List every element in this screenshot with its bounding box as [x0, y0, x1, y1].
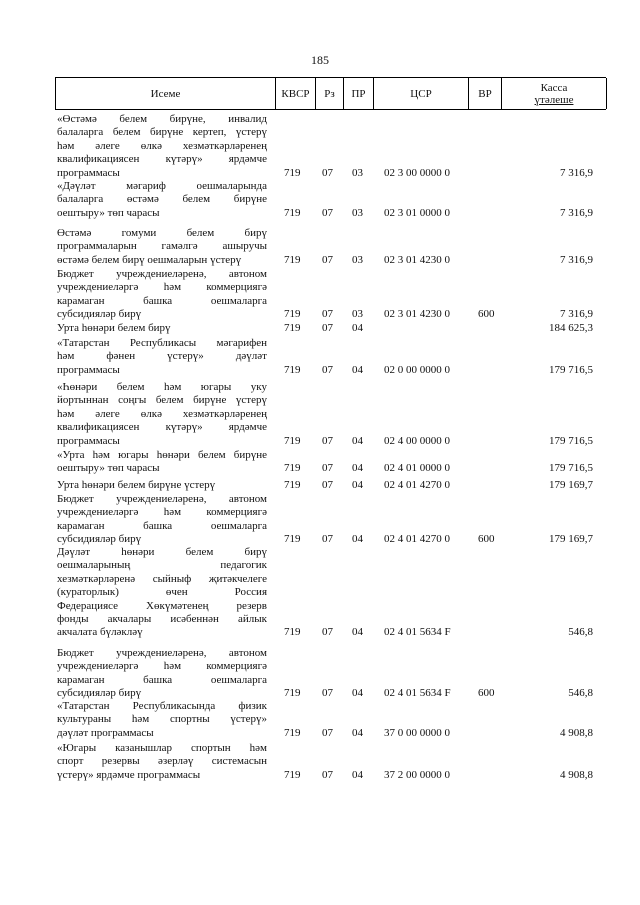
row-name-line: субсидияләр бирү: [57, 533, 142, 546]
cell-sum: 7 316,9: [560, 206, 593, 219]
row-name-line: йортыннан соңгы белем бирүне үстерү: [57, 394, 267, 407]
cell-csr: 02 4 01 0000 0: [384, 462, 450, 475]
row-name-line: квалификациясен күтәрү» ярдәмче: [57, 421, 267, 434]
row-name-line: оештыру» төп чарасы: [57, 462, 160, 475]
row-name-line: өстәмә белем бирү оешмаларын үстерү: [57, 253, 242, 266]
cell-csr: 37 2 00 0000 0: [384, 768, 450, 781]
row-name: [57, 268, 267, 322]
cell-csr: 02 3 00 0000 0: [384, 166, 450, 179]
row-name-line: һәм әлеге өлкә хезмәткәрләренең: [57, 139, 267, 152]
row-name-line: Урта һөнәри белем бирүне үстерү: [57, 479, 216, 491]
cell-pr: 03: [352, 308, 363, 321]
row-name-line: программасы: [57, 434, 120, 447]
cell-rz: 07: [322, 322, 333, 334]
cell-sum: 7 316,9: [560, 166, 593, 179]
cell-sum: 179 716,5: [549, 363, 593, 376]
row-name-line: учреждениеләргә һәм коммерциягә: [57, 281, 267, 294]
cell-csr: 02 3 01 4230 0: [384, 308, 450, 321]
cell-kvsr: 719: [284, 726, 301, 739]
cell-sum: 179 169,7: [549, 479, 593, 491]
cell-csr: 02 4 01 5634 F: [384, 687, 451, 700]
row-name-line: «Һөнәри белем һәм югары уку: [57, 381, 267, 393]
cell-sum: 4 908,8: [560, 768, 593, 781]
header-kassa: Касса үтәлеше: [502, 78, 607, 109]
cell-pr: 03: [352, 206, 363, 219]
row-name-line: культураны һәм спортны үстерү»: [57, 713, 267, 726]
row-name: [57, 337, 267, 377]
row-name-line: балаларга белем бирүне кертеп, үстерү: [57, 126, 267, 139]
cell-rz: 07: [322, 726, 333, 739]
header-kvsr: КВСР: [276, 78, 316, 109]
row-name-line: «Өстәмә белем бирүне, инвалид: [57, 113, 267, 125]
cell-csr: 02 4 01 5634 F: [384, 626, 451, 639]
row-name-line: карамаган башка оешмаларга: [57, 519, 267, 532]
row-name-line: субсидияләр бирү: [57, 687, 142, 700]
row-name: [57, 113, 267, 180]
cell-rz: 07: [322, 687, 333, 700]
row-name-line: Бюджет учреждениеләренә, автоном: [57, 268, 267, 280]
cell-kvsr: 719: [284, 626, 301, 639]
header-csr: ЦСР: [374, 78, 469, 109]
row-name-line: карамаган башка оешмаларга: [57, 294, 267, 307]
row-name-line: «Татарстан Республикасында физик: [57, 700, 267, 712]
row-name: [57, 381, 267, 448]
cell-pr: 04: [352, 363, 363, 376]
row-name-line: «Урта һәм югары һөнәри белем бирүне: [57, 449, 267, 461]
row-name: [57, 479, 267, 492]
row-name-line: һәм фәнен үстерү» дәүләт: [57, 350, 267, 363]
row-name-line: программаларын гамәлгә ашыручы: [57, 240, 267, 253]
table-header: [55, 77, 606, 110]
cell-kvsr: 719: [284, 253, 301, 266]
cell-csr: 02 3 01 0000 0: [384, 206, 450, 219]
cell-csr: 37 0 00 0000 0: [384, 726, 450, 739]
row-name-line: (кураторлык) өчен Россия: [57, 586, 267, 599]
row-name-line: дәүләт программасы: [57, 726, 154, 739]
cell-kvsr: 719: [284, 768, 301, 781]
row-name-line: спорт резервы әзерләү системасын: [57, 755, 267, 768]
page-number: 185: [311, 53, 329, 67]
cell-sum: 546,8: [568, 687, 593, 700]
row-name-line: акчалата бүләкләү: [57, 626, 143, 639]
row-name: [57, 546, 267, 640]
cell-rz: 07: [322, 434, 333, 447]
row-name-line: программасы: [57, 363, 120, 376]
row-name: [57, 700, 267, 740]
cell-vr: 600: [478, 687, 495, 700]
cell-pr: 04: [352, 479, 363, 491]
row-name: [57, 322, 267, 335]
row-name-line: үстерү» ярдәмче программасы: [57, 768, 201, 781]
row-name-line: карамаган башка оешмаларга: [57, 673, 267, 686]
row-name-line: «Татарстан Республикасы мәгарифен: [57, 337, 267, 349]
row-name-line: субсидияләр бирү: [57, 308, 142, 321]
row-name-line: «Югары казанышлар спортын һәм: [57, 742, 267, 754]
cell-rz: 07: [322, 363, 333, 376]
cell-csr: 02 4 01 4270 0: [384, 533, 450, 546]
row-name-line: «Дәүләт мәгариф оешмаларында: [57, 180, 267, 192]
header-name: Исеме: [56, 78, 276, 109]
row-name-line: Дәүләт һөнәри белем бирү: [57, 546, 267, 558]
cell-rz: 07: [322, 308, 333, 321]
cell-kvsr: 719: [284, 434, 301, 447]
cell-sum: 179 716,5: [549, 434, 593, 447]
cell-rz: 07: [322, 768, 333, 781]
cell-rz: 07: [322, 479, 333, 491]
cell-csr: 02 0 00 0000 0: [384, 363, 450, 376]
cell-csr: 02 3 01 4230 0: [384, 253, 450, 266]
cell-pr: 04: [352, 768, 363, 781]
row-name-line: фонды акчалары исәбеннән айлык: [57, 613, 267, 626]
cell-sum: 7 316,9: [560, 253, 593, 266]
cell-rz: 07: [322, 166, 333, 179]
row-name-line: программасы: [57, 166, 120, 179]
cell-sum: 184 625,3: [549, 322, 593, 334]
cell-rz: 07: [322, 253, 333, 266]
cell-pr: 04: [352, 626, 363, 639]
row-name: [57, 449, 267, 476]
row-name-line: Бюджет учреждениеләренә, автоном: [57, 647, 267, 659]
row-name-line: оешмаларының педагогик: [57, 559, 267, 572]
header-rz: Рз: [316, 78, 344, 109]
header-pr: ПР: [344, 78, 374, 109]
cell-kvsr: 719: [284, 533, 301, 546]
cell-pr: 04: [352, 462, 363, 475]
row-name-line: квалификациясен күтәрү» ярдәмче: [57, 153, 267, 166]
row-name-line: Урта һөнәри белем бирү: [57, 322, 171, 334]
cell-kvsr: 719: [284, 308, 301, 321]
cell-rz: 07: [322, 462, 333, 475]
cell-pr: 04: [352, 434, 363, 447]
row-name: [57, 180, 267, 220]
cell-kvsr: 719: [284, 363, 301, 376]
cell-sum: 179 169,7: [549, 533, 593, 546]
cell-rz: 07: [322, 533, 333, 546]
cell-kvsr: 719: [284, 322, 301, 334]
cell-sum: 7 316,9: [560, 308, 593, 321]
cell-pr: 03: [352, 253, 363, 266]
cell-csr: 02 4 00 0000 0: [384, 434, 450, 447]
cell-kvsr: 719: [284, 462, 301, 475]
cell-kvsr: 719: [284, 166, 301, 179]
row-name: [57, 742, 267, 782]
cell-pr: 04: [352, 687, 363, 700]
row-name: [57, 227, 267, 267]
row-name-line: һәм әлеге өлкә хезмәткәрләренең: [57, 407, 267, 420]
header-vr: ВР: [469, 78, 502, 109]
cell-sum: 4 908,8: [560, 726, 593, 739]
row-name-line: хезмәткәрләренә сыйныф җитәкчелеге: [57, 572, 267, 585]
cell-sum: 179 716,5: [549, 462, 593, 475]
row-name-line: Өстәмә гомуми белем бирү: [57, 227, 267, 239]
cell-pr: 04: [352, 726, 363, 739]
row-name-line: учреждениеләргә һәм коммерциягә: [57, 506, 267, 519]
cell-csr: 02 4 01 4270 0: [384, 479, 450, 491]
row-name-line: оештыру» төп чарасы: [57, 206, 160, 219]
cell-kvsr: 719: [284, 206, 301, 219]
row-name-line: балаларга өстәмә белем бирүне: [57, 193, 267, 206]
cell-kvsr: 719: [284, 479, 301, 491]
cell-vr: 600: [478, 308, 495, 321]
row-name: [57, 493, 267, 547]
cell-pr: 04: [352, 533, 363, 546]
cell-pr: 04: [352, 322, 363, 334]
cell-vr: 600: [478, 533, 495, 546]
row-name-line: Бюджет учреждениеләренә, автоном: [57, 493, 267, 505]
cell-kvsr: 719: [284, 687, 301, 700]
cell-rz: 07: [322, 626, 333, 639]
row-name: [57, 647, 267, 701]
cell-sum: 546,8: [568, 626, 593, 639]
cell-rz: 07: [322, 206, 333, 219]
row-name-line: Федерациясе Хөкүмәтенең резерв: [57, 599, 267, 612]
row-name-line: учреждениеләргә һәм коммерциягә: [57, 660, 267, 673]
cell-pr: 03: [352, 166, 363, 179]
